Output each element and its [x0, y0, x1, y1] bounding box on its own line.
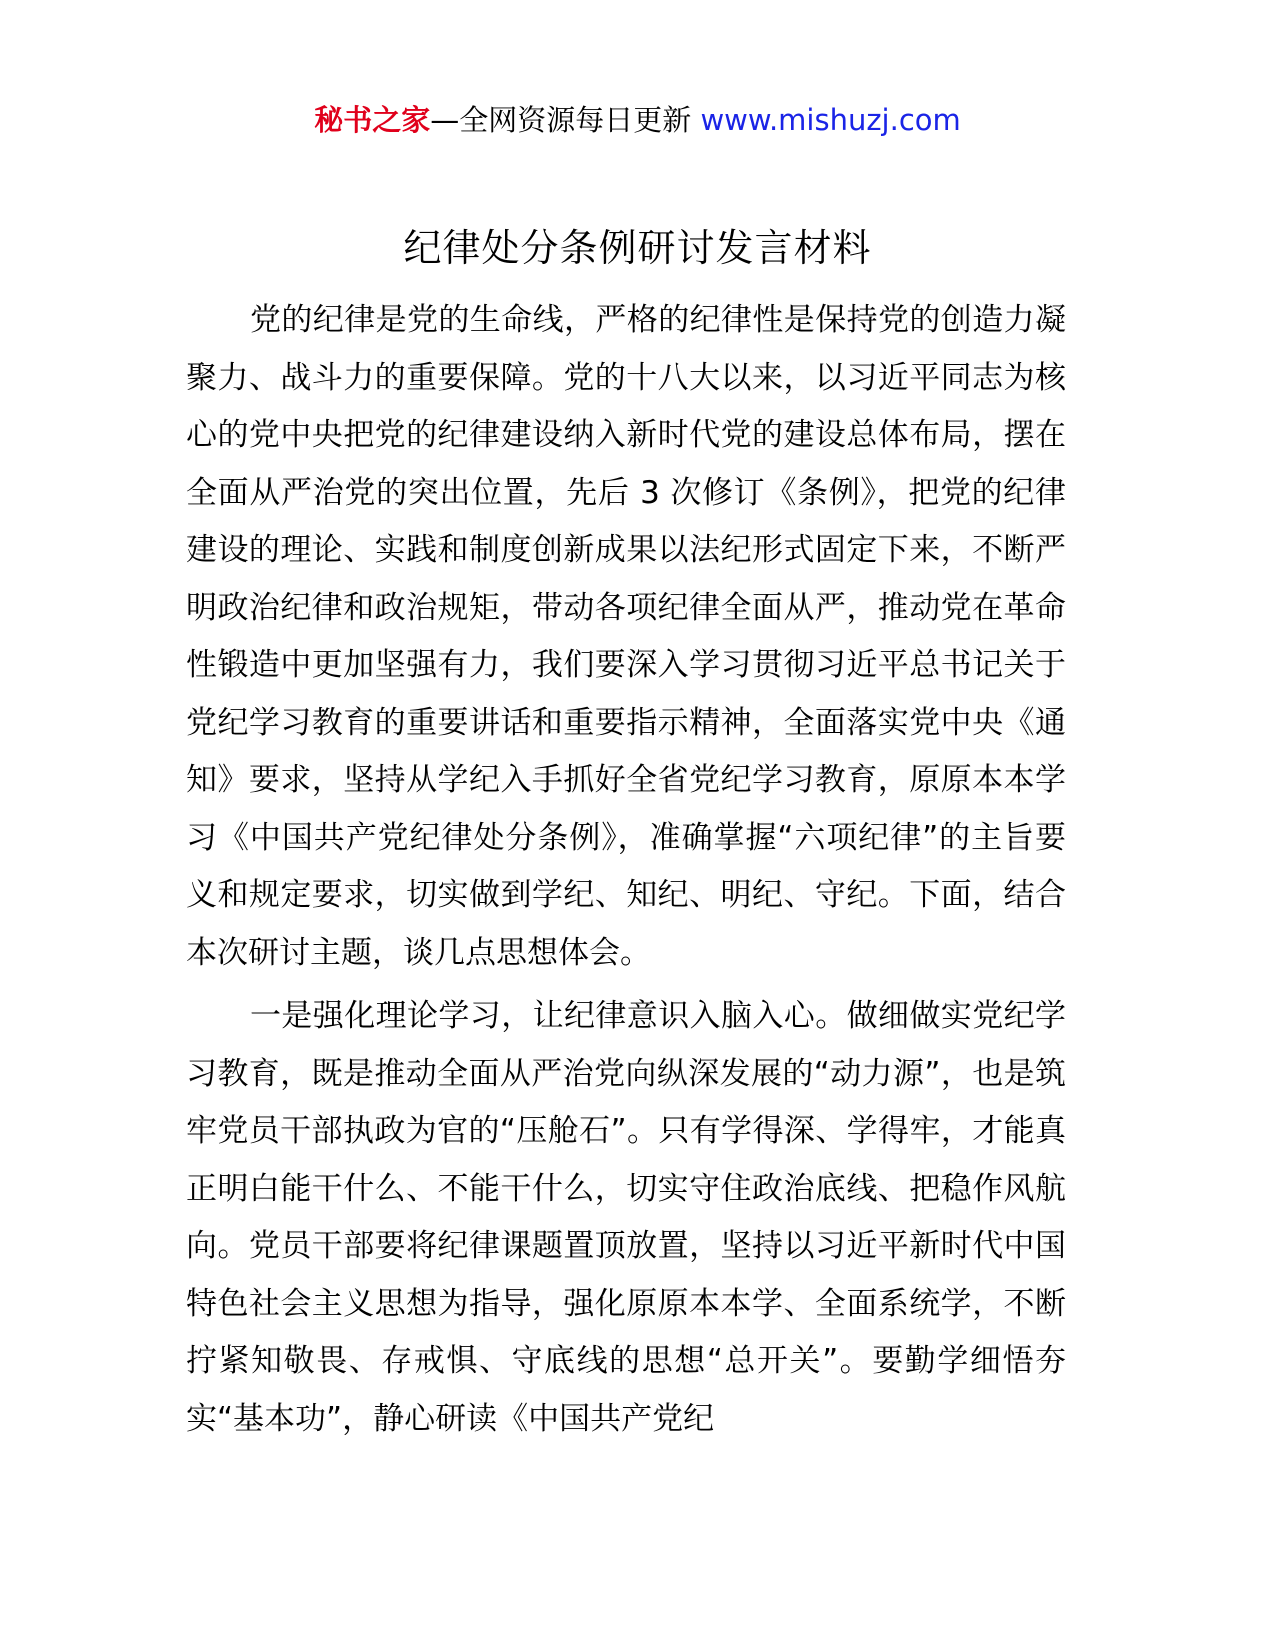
header-slogan: —全网资源每日更新 [430, 103, 701, 137]
page-header [0, 100, 1275, 140]
header-url-link[interactable]: www.mishuzj.com [700, 103, 961, 137]
document-body [186, 292, 1066, 1448]
paragraph-1: 党的纪律是党的生命线，严格的纪律性是保持党的创造力凝聚力、战斗力的重要保障。党的十八大以来，以习近平同志为核心的党中央把党的纪律建设纳入新时代党的建设总体布局，摆在全面从严治党的突出位置，先后 3 次修订《条例》，把党的纪律建设的理论、实践和制度创新成果以法纪形式固定下来，不断严明政治纪律和政治规矩，带动各项纪律全面从严，推动党在革命性锻造中更加坚强有力，我们要深入学习贯彻习近平总书记关于党纪学习教育的重要讲话和重要指示精神，全面落实党中央《通知》要求，坚持从学纪入手抓好全省党纪学习教育，原原本本学习《中国共产党纪律处分条例》，准确掌握“六项纪律”的主旨要义和规定要求，切实做到学纪、知纪、明纪、守纪。下面，结合本次研讨主题，谈几点思想体会。 [186, 302, 1066, 971]
header-brand: 秘书之家 [314, 103, 431, 137]
paragraph-2: 一是强化理论学习，让纪律意识入脑入心。做细做实党纪学习教育，既是推动全面从严治党向纵深发展的“动力源”，也是筑牢党员干部执政为官的“压舱石”。只有学得深、学得牢，才能真正明白能干什么、不能干什么，切实守住政治底线、把稳作风航向。党员干部要将纪律课题置顶放置，坚持以习近平新时代中国特色社会主义思想为指导，强化原原本本学、全面系统学，不断拧紧知敬畏、存戒惧、守底线的思想“总开关”。要勤学细悟夯实“基本功”，静心研读《中国共产党纪 [186, 998, 1066, 1437]
document-title: 纪律处分条例研讨发言材料 [403, 226, 872, 270]
